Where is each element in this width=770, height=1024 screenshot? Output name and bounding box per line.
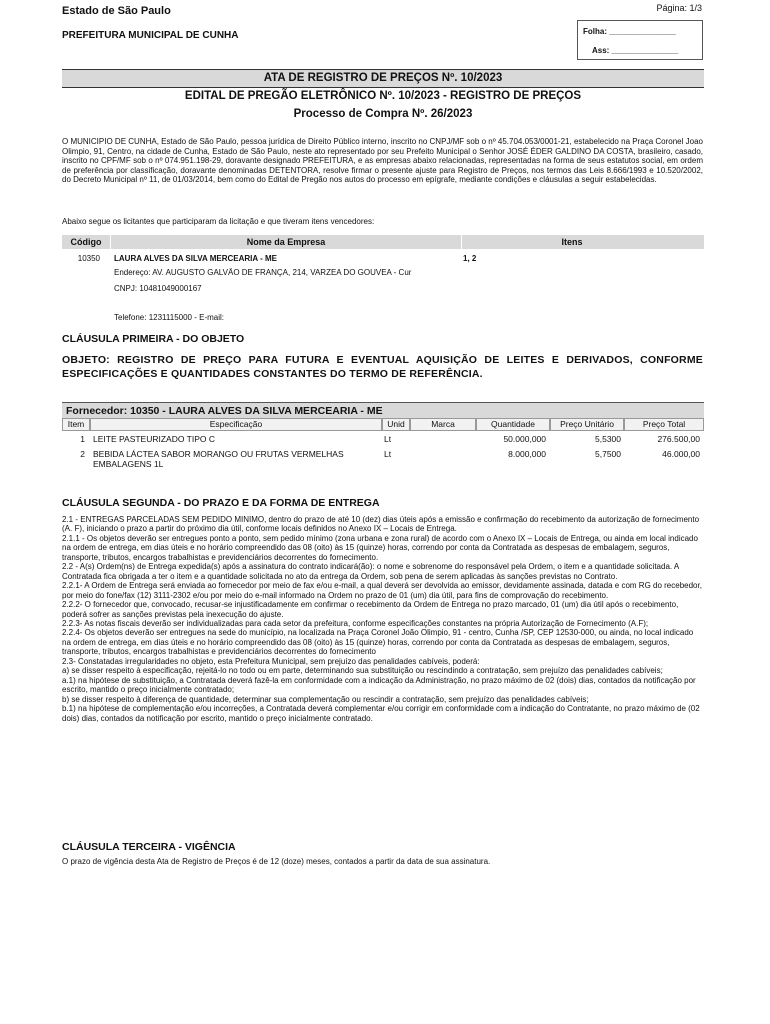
row-spec: BEBIDA LÁCTEA SABOR MORANGO OU FRUTAS VERMELHAS EMBALAGENS 1L [93,449,344,469]
col-especificacao: Especificação [90,418,382,431]
col-quantidade: Quantidade [476,418,550,431]
clause3-text: O prazo de vigência desta Ata de Registro de Preços é de 12 (doze) meses, contados a partir da data de sua assinatura. [62,857,491,866]
clause2-paragraph: 2.2.2- O fornecedor que, convocado, recusar-se injustificadamente em confirmar o recebimento da Ordem de Entrega no prazo marcado, 01 (um) dia útil após o recebimento, poderá sofrer as sanções previstas pela inexecução do ajuste. [62,600,679,619]
col-nome-empresa: Nome da Empresa [246,237,326,247]
clause2-paragraph: b) se disser respeito à diferença de quantidade, determinar sua complementação ou rescindir a contratação, sem prejuízo das penalidades cabíveis; [62,694,589,704]
table-row [62,449,704,473]
state-name: Estado de São Paulo [62,5,171,17]
col-marca: Marca [410,418,476,431]
row-unit-price: 5,7500 [595,449,621,459]
row-qty: 8.000,000 [508,449,546,459]
clause1-object: OBJETO: REGISTRO DE PREÇO PARA FUTURA E EVENTUAL AQUISIÇÃO DE LEITES E DERIVADOS, CONFORME ESPECIFICAÇÕES E QUANTIDADES CONSTANTES DO TERMO DE REFERÊNCIA. [62,354,703,380]
ass-label: Ass: _______________ [592,46,679,55]
bidders-intro: Abaixo segue os licitantes que participaram da licitação e que tiveram itens vencedores: [62,217,375,226]
row-unit: Lt [384,434,392,444]
bidder-cnpj: CNPJ: 10481049000167 [114,284,202,293]
col-preco-unitario: Preço Unitário [550,418,624,431]
row-item: 1 [80,434,85,444]
ata-title-bar [62,69,704,88]
bidder-code: 10350 [77,254,100,263]
clause2-paragraph: a.1) na hipótese de substituição, a Contratada deverá fazê-la em conformidade com a indicação da Administração, no prazo máximo de 02 (dois) dias, contados da notificação por escrito, mantido o preço inicialmente contratado; [62,675,696,695]
clause2-title: CLÁUSULA SEGUNDA - DO PRAZO E DA FORMA DE ENTREGA [62,497,380,509]
supplier-table [62,402,704,419]
clause2-paragraph: 2.2.3- As notas fiscais deverão ser individualizadas para cada setor da prefeitura, conforme especificações constantes na própria Autorização de Fornecimento (A.F); [62,618,649,628]
ata-title: ATA DE REGISTRO DE PREÇOS Nº. 10/2023 [263,72,503,84]
clause2-paragraph: 2.1 - ENTREGAS PARCELADAS SEM PEDIDO MINIMO, dentro do prazo de até 10 (dez) dias úteis após a emissão e confirmação do recebimento da autorização de fornecimento (A. F), iniciando o prazo a partir do próximo dia útil, conforme locais definidos no Anexo IX – Locais de Entrega. [62,515,700,534]
clause2-paragraph: a) se disser respeito à especificação, rejeitá-lo no todo ou em parte, determinando sua substituição ou rescindindo a contratação, sem prejuízo das penalidades cabíveis; [62,666,663,676]
bidder-items: 1, 2 [463,254,477,263]
bidders-table-header [62,235,704,249]
table-row [62,434,704,448]
intro-paragraph: O MUNICIPIO DE CUNHA, Estado de São Paulo, pessoa jurídica de Direito Público interno, inscrito no CNPJ/MF sob o nº 45.704.053/0001-21, estabelecido na Praça Coronel Joao Olimpio, 91, Centro, na cidade de Cunha, Estado de São Paulo, neste ato representado por seu Prefeito Municipal o Senhor JOSÉ ÉDER GALDINO DA COSTA, brasileiro, casado, inscrito no CPF/MF sob o nº 074.951.198-29, doravante designado PREFEITURA, e as empresas abaixo relacionadas, representadas na forma de seus estatutos social, em ordem de preferência por classificação, doravante denominadas DETENTORA, resolve firmar o presente ajuste para Registro de Preços, nos termos das Leis 8.666/1993 e 10.520/2002, do Decreto Municipal nº 11, de 01/03/2014, bem como do Edital de Pregão nos autos do processo em epígrafe, mediante condições e cláusulas a seguir estabelecidas. [62,137,703,185]
col-item: Item [62,418,90,431]
row-total: 276.500,00 [657,434,700,444]
clause2-paragraph: 2.2.1- A Ordem de Entrega será enviada ao fornecedor por meio de fax e/ou e-mail, a qual deverá ser devolvida ao emissor, devidamente assinada, datada e com RG do recebedor, por meio do fone/fax (12) 3111-2302 e/ou por meio do e-mail informado na Ordem no prazo de 01 (um) dia útil, para fins de comprovação do recebimento. [62,581,702,600]
clause2-paragraph: 2.3- Constatadas irregularidades no objeto, esta Prefeitura Municipal, sem prejuízo das penalidades cabíveis, poderá: [62,656,480,666]
row-spec: LEITE PASTEURIZADO TIPO C [93,434,216,444]
clause2-paragraph: 2.1.1 - Os objetos deverão ser entregues ponto a ponto, sem pedido mínimo (zona urbana e zona rural) de acordo com o Anexo IX – Locais de Entrega, ou ainda em local indicado na ordem de entrega, em dias úteis e no horário compreendido das 08 (oito) às 15 (quinze) horas, correndo por conta da Contratada as despesas de embalagem, seguros, transporte, tributos, encargos trabalhistas e previdenciários decorrentes do fornecimento. [62,533,698,562]
processo-title: Processo de Compra Nº. 26/2023 [293,108,473,120]
bidder-address: Endereço: AV. AUGUSTO GALVÃO DE FRANÇA, 214, VARZEA DO GOUVEA - Cur [114,268,412,277]
clause2-body [62,515,703,723]
clause1-title: CLÁUSULA PRIMEIRA - DO OBJETO [62,333,245,345]
col-itens: Itens [561,237,583,247]
row-total: 46.000,00 [662,449,700,459]
clause2-paragraph: 2.2 - A(s) Ordem(ns) de Entrega expedida(s) após a assinatura do contrato indicará(ão): o nome e sobrenome do responsável pela Ordem, o item e a quantidade solicitada. A Contratada fica obrigada a ter o item e a quantidade solicitada no ato da entrega da Ordem, sob pena de serem aplicadas às sanções previstas no Contrato. [62,562,679,581]
bidder-phone: Telefone: 1231115000 - E-mail: [114,313,224,322]
prefecture-name: PREFEITURA MUNICIPAL DE CUNHA [62,30,239,41]
clause2-paragraph: b.1) na hipótese de complementação e/ou incorreções, a Contratada deverá complementar e/ou corrigir em conformidade com a indicação do Contratante, no prazo máximo de (02 dois) dias, contados da notificação por escrito, mantido o preço inicialmente contratado. [62,704,700,723]
page-number: Página: 1/3 [656,3,702,13]
row-qty: 50.000,000 [503,434,546,444]
supplier-heading: Fornecedor: 10350 - LAURA ALVES DA SILVA MERCEARIA - ME [66,405,383,417]
row-unit-price: 5,5300 [595,434,621,444]
folha-label: Folha: _______________ [583,27,676,36]
bidder-name: LAURA ALVES DA SILVA MERCEARIA - ME [114,254,277,263]
supplier-columns-header [62,418,704,431]
folha-box [577,20,703,60]
clause2-paragraph: 2.2.4- Os objetos deverão ser entregues na sede do município, na localizada na Praça Coronel João Olimpio, 91 - centro, Cunha /SP, CEP 12530-000, ou ainda, no local indicado na ordem de entrega, em dias úteis e no horário compreendido das 08 (oito) às 15 (quinze) horas, correndo por conta da Contratada as despesas de embalagem, seguros, transporte, tributos, encargos trabalhistas e previdenciários decorrentes do fornecimento [62,628,694,657]
col-unid: Unid [382,418,410,431]
edital-title: EDITAL DE PREGÃO ELETRÔNICO Nº. 10/2023 - REGISTRO DE PREÇOS [184,90,582,102]
col-codigo: Código [70,237,102,247]
row-item: 2 [80,449,85,459]
row-unit: Lt [384,449,392,459]
col-preco-total: Preço Total [624,418,704,431]
clause3-title: CLÁUSULA TERCEIRA - VIGÊNCIA [62,841,236,853]
